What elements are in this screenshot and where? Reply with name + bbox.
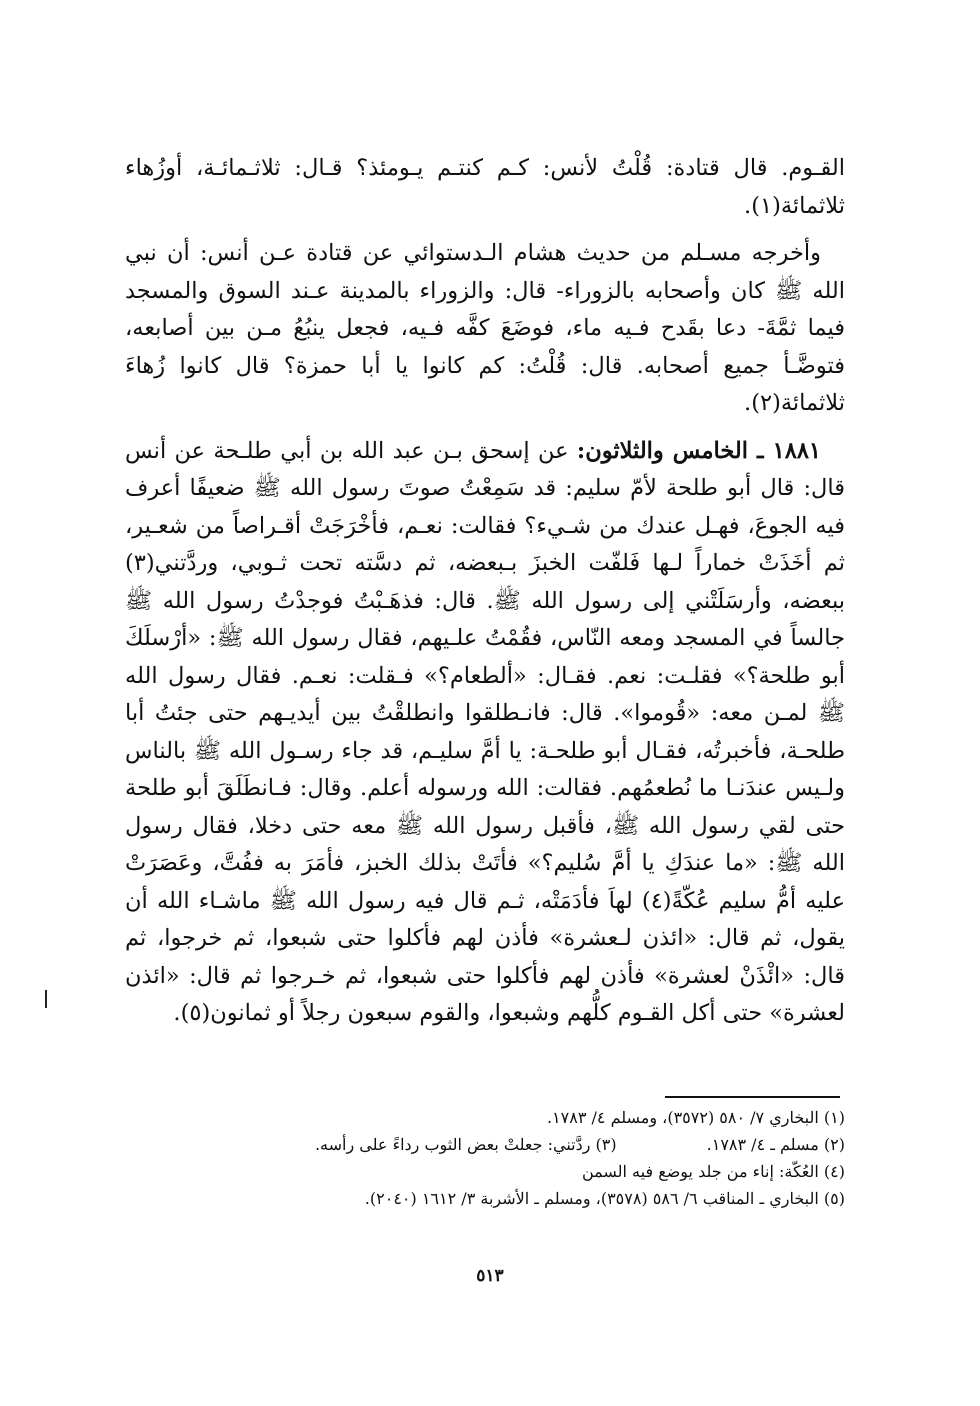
paragraph-2: وأخرجه مسـلم من حديث هشام الـدستوائي عن قتادة عـن أنس: أن نبي الله ﷺ كان وأصحابه بالزوراء- قال: والزوراء بالمدينة عـند السوق والمسجد فيما ثمَّةَ- دعا بقَدح فـيه ماء، فوضَعَ كفَّه فـيه، فجعل ينبُعُ مـن بين أصابعه، فتوضَّـأ جميع أصحابه. قال: قُلْتُ: كم كانوا يا أبا حمزة؟ قال كانوا زُهاءَ ثلاثمائة(٢). [125, 240, 845, 416]
footnote-4: (٤) العُكّة: إناء من جلد يوضع فيه السمن [581, 1162, 845, 1181]
footnote-5: (٥) البخاري ـ المناقب ٦/ ٥٨٦ (٣٥٧٨)، ومسلم ـ الأشربة ٣/ ١٦١٢ (٢٠٤٠). [364, 1189, 845, 1208]
footnote-1: (١) البخاري ٧/ ٥٨٠ (٣٥٧٢)، ومسلم ٤/ ١٧٨٣. [546, 1108, 845, 1127]
footnote-2: (٢) مسلم ـ ٤/ ١٧٨٣. [706, 1135, 845, 1154]
margin-mark [45, 990, 47, 1008]
paragraph-1: القـوم. قال قتادة: قُلْتُ لأنس: كـم كنتـم يـومئذ؟ قـال: ثلاثـمائـة، أوزُهاء ثلاثمائة(١). [125, 155, 845, 219]
footnote-row-2-3 [140, 1131, 845, 1158]
hadith-heading: ١٨٨١ ـ الخامس والثلاثون: [576, 437, 822, 464]
hadith-text: عن إسحق بـن عبد الله بن أبي طلـحة عن أنس قال: قال أبو طلحة لأمّ سليم: قد سَمِعْتُ صوتَ رسول الله ﷺ ضعيفًا أعرف فيه الجوعَ، فهـل عندك من شـيء؟ فقالت: نعـم، فأخْرَجَتْ أقـراصاً من شعـير، ثم أخَذَتْ خماراً لـها فَلفّت الخبزَ بـبعضه، ثم دسَّته تحت ثـوبي، وردَّتني(٣) ببعضه، وأرسَلَتْني إلى رسول الله ﷺ. قال: فذهَـبْتُ فوجدْتُ رسول الله ﷺ جالساً في المسجد ومعه النّاس، فقُمْتُ علـيهم، فقال رسول الله ﷺ: «أرْسلَكَ أبو طلحة؟» فقلـت: نعم. فقـال: «ألطعام؟» فـقلت: نعـم. فقال رسول الله ﷺ لمـن معه: «قُوموا». قال: فانـطلقوا وانطلقْتُ بين أيديـهم حتى جئتُ أبا طلحـة، فأخبرتُه، فقـال أبو طلحـة: يا أمَّ سليـم، قد جاء رسـول الله ﷺ بالناس ولـيس عندَنـا ما نُطعمُهم. فقالت: الله ورسوله أعلم. وقال: فـانطَلَقَ أبو طلحة حتى لقي رسول الله ﷺ، فأقبل رسول الله ﷺ معه حتى دخلا، فقال رسول الله ﷺ: «ما عندَكِ يا أمَّ سُليم؟» فأتَتْ بذلك الخبز، فأمَرَ به ففُتَّ، وعَصَرَتْ عليه أمُّ سليم عُكّةً(٤) لهاَ فأدَمَتْه، ثـم قال فيه رسول الله ﷺ ماشـاء الله أن يقول، ثم قال: «ائذن لـعشرة» فأذن لهم فأكلوا حتى شبعوا، ثم خرجوا، ثم قال: «ائْذَنْ لعشرة» فأذن لهم فأكلوا حتى شبعوا، ثم خـرجوا ثم قال: «ائذن لعشرة» حتى أكل القـوم كلُّهم وشبعوا، والقوم سبعون رجلاً أو ثمانون(٥). [125, 437, 846, 1026]
footnotes [140, 1104, 845, 1212]
main-text [125, 150, 845, 1043]
footnote-divider [665, 1096, 840, 1098]
footnote-3: (٣) ردَّتني: جعلتْ بعض الثوب رداءً على رأسه. [314, 1135, 617, 1154]
page-number: ٥١٣ [476, 1266, 504, 1286]
paragraph-3 [125, 433, 845, 1033]
